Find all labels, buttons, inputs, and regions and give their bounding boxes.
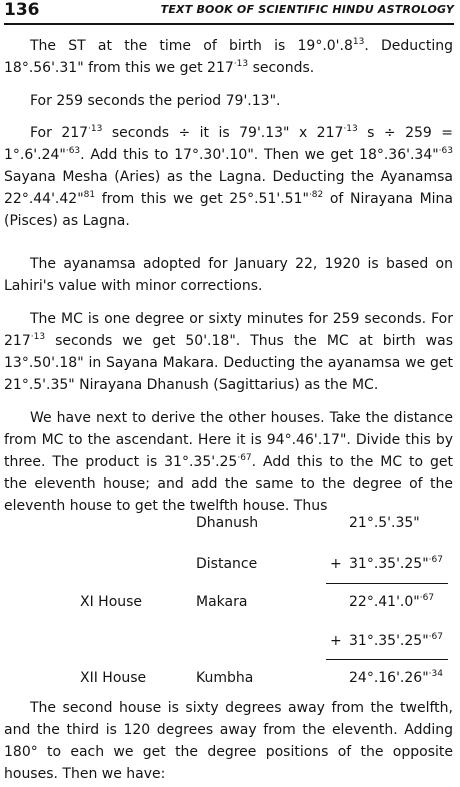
text-run: seconds we get 50'.18". Thus the MC at birth was 13°.50'.18" in Sayana Makara. Deducting the ayanamsa we get 21°.5'.35" Nirayana Dhanush (Sagittarius) as the MC. bbox=[4, 333, 453, 393]
degree-value bbox=[349, 553, 443, 575]
superscript: ·67 bbox=[419, 593, 435, 603]
table-row bbox=[4, 630, 453, 652]
running-title: TEXT BOOK OF SCIENTIFIC HINDU ASTROLOGY bbox=[160, 3, 454, 16]
house-label: XII House bbox=[80, 670, 147, 686]
paragraph-7 bbox=[4, 697, 453, 785]
superscript: 13 bbox=[352, 37, 365, 47]
value-text: 31°.35'.25" bbox=[349, 633, 429, 649]
table-row bbox=[4, 553, 453, 575]
sign-name: Dhanush bbox=[196, 515, 259, 531]
value-text: 21°.5'.35" bbox=[349, 515, 420, 531]
superscript: ·13 bbox=[30, 332, 46, 342]
value-text: 22°.41'.0" bbox=[349, 594, 420, 610]
operator: + bbox=[330, 633, 342, 649]
superscript: ·67 bbox=[428, 632, 443, 642]
text-run: from this we get 25°.51'.51" bbox=[95, 191, 309, 207]
text-run: The MC is one degree or sixty minutes for 259 seconds. For 217 bbox=[4, 311, 453, 349]
page-number: 136 bbox=[4, 0, 40, 20]
paragraph-4 bbox=[4, 253, 453, 297]
text-run: We have next to derive the other houses. Take the distance from MC to the ascendant. Here it is 94°.46'.17". Divide this by three. The product is 31°.35'.25 bbox=[4, 410, 453, 470]
sign-name: Distance bbox=[196, 556, 258, 572]
superscript: ·67 bbox=[237, 453, 252, 463]
paragraph-2 bbox=[4, 90, 453, 112]
degree-value bbox=[349, 630, 443, 652]
superscript: ·13 bbox=[343, 124, 358, 134]
operator: + bbox=[330, 556, 342, 572]
superscript: ·13 bbox=[88, 124, 103, 134]
paragraph-3 bbox=[4, 122, 453, 232]
text-run: . Add this to the MC to get the eleventh house; and add the same to the degree of the eleventh house to get the twelfth house. Thus bbox=[4, 454, 453, 514]
value-text: 24°.16'.26" bbox=[349, 670, 429, 686]
text-run: of Nirayana Mina (Pisces) as Lagna. bbox=[4, 191, 454, 229]
degree-value bbox=[349, 591, 434, 613]
value-text: 31°.35'.25" bbox=[349, 556, 429, 572]
sign-name: Kumbha bbox=[196, 670, 254, 686]
superscript: ·34 bbox=[428, 669, 443, 679]
sum-line bbox=[326, 583, 448, 584]
table-row bbox=[4, 667, 453, 689]
paragraph-1 bbox=[4, 35, 453, 79]
superscript: ·13 bbox=[233, 59, 249, 69]
text-run: s ÷ 259 = 1°.6'.24" bbox=[4, 125, 454, 163]
superscript: ·82 bbox=[308, 190, 324, 200]
paragraph-6 bbox=[4, 407, 453, 517]
text-run: The second house is sixty degrees away from the twelfth, and the third is 120 degrees away from the eleventh. Adding 180° to each we get the degree positions of the opposite houses. Then we have: bbox=[4, 700, 453, 782]
house-label: XI House bbox=[80, 594, 143, 610]
text-run: seconds ÷ it is 79'.13" x 217 bbox=[102, 125, 344, 141]
text-run: seconds. bbox=[248, 60, 315, 76]
sign-name: Makara bbox=[196, 594, 248, 610]
table-row bbox=[4, 591, 453, 613]
text-run: For 259 seconds the period 79'.13". bbox=[30, 93, 281, 109]
text-run: . Add this to 17°.30'.10". Then we get 18°.36'.34" bbox=[80, 147, 439, 163]
text-run: The ayanamsa adopted for January 22, 1920 is based on Lahiri's value with minor corrections. bbox=[4, 256, 453, 294]
text-run: For 217 bbox=[30, 125, 89, 141]
sum-line bbox=[326, 659, 448, 660]
text-run: . Deducting 18°.56'.31" from this we get 217 bbox=[4, 38, 454, 76]
text-run: Sayana Mesha (Aries) as the Lagna. Deducting the Ayanamsa 22°.44'.42" bbox=[4, 169, 453, 207]
text-run: The ST at the time of birth is 19°.0'.8 bbox=[30, 38, 353, 54]
superscript: ·67 bbox=[428, 555, 443, 565]
table-row bbox=[4, 512, 453, 534]
header-rule bbox=[4, 23, 454, 25]
paragraph-5 bbox=[4, 308, 453, 396]
degree-value bbox=[349, 667, 443, 689]
degree-value bbox=[349, 512, 420, 534]
superscript: 81 bbox=[83, 190, 96, 200]
page-header bbox=[4, 0, 454, 24]
superscript: ·63 bbox=[438, 146, 453, 156]
superscript: ·63 bbox=[65, 146, 81, 156]
